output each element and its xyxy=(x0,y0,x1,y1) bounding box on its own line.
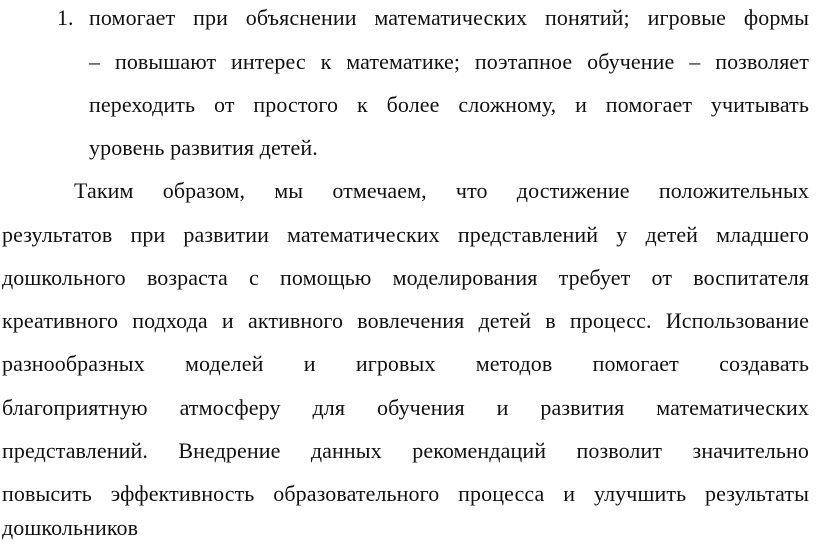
list-item-line-1: помогает при объяснении математических понятий; игровые формы xyxy=(89,5,809,30)
paragraph-line-4: креативного подхода и активного вовлечения детей в процесс. Использование xyxy=(2,308,809,333)
paragraph-line-2: результатов при развитии математических представлений у детей младшего xyxy=(2,222,809,247)
paragraph-line-6: благоприятную атмосферу для обучения и развития математических xyxy=(2,395,809,420)
paragraph-line-7: представлений. Внедрение данных рекомендаций позволит значительно xyxy=(2,438,809,463)
paragraph-line-8: повысить эффективность образовательного процесса и улучшить результаты xyxy=(2,481,809,506)
list-item-number: 1. xyxy=(57,5,74,30)
paragraph-line-9: дошкольников xyxy=(2,515,139,540)
list-item-line-4: уровень развития детей. xyxy=(89,135,318,160)
paragraph-line-5: разнообразных моделей и игровых методов помогает создавать xyxy=(2,351,809,376)
paragraph-line-1: Таким образом, мы отмечаем, что достижение положительных xyxy=(74,178,809,203)
list-item-line-2: – повышают интерес к математике; поэтапное обучение – позволяет xyxy=(89,49,809,74)
paragraph-line-3: дошкольного возраста с помощью моделирования требует от воспитателя xyxy=(2,265,809,290)
list-item-line-3: переходить от простого к более сложному, и помогает учитывать xyxy=(89,92,809,117)
